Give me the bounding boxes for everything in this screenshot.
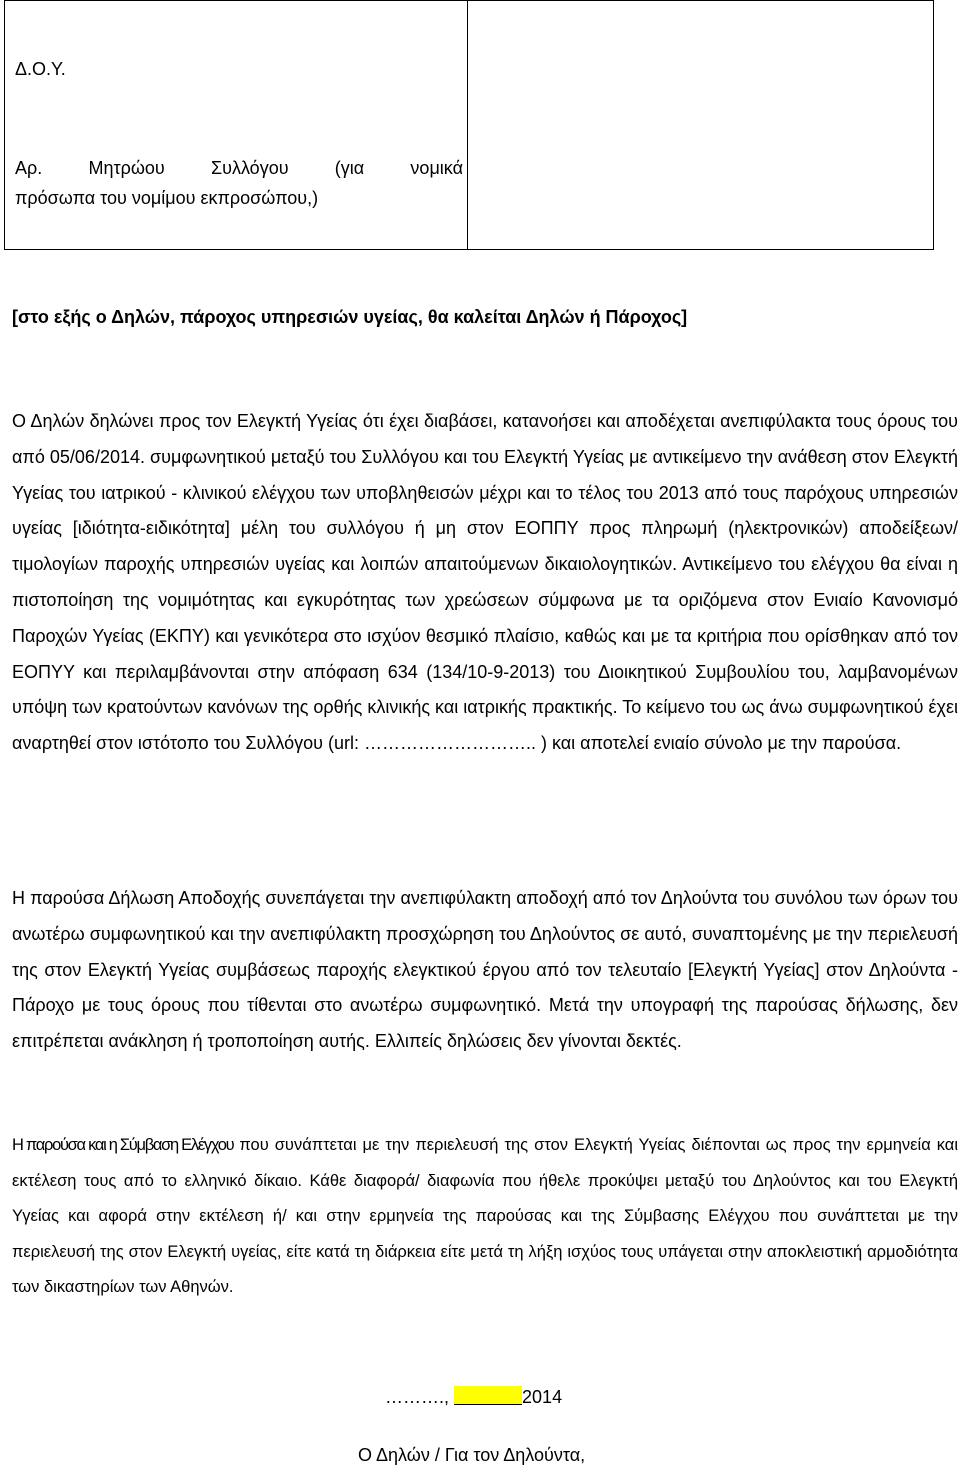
paragraph-consequences: Η παρούσα Δήλωση Αποδοχής συνεπάγεται την ανεπιφύλακτη αποδοχή από τον Δηλούντα του συνόλου των όρων του ανωτέρω συμφωνητικού και την ανεπιφύλακτη προσχώρηση του Δηλούντος σε αυτό, συναπτομένης με την περιελευσή της στον Ελεγκτή Υγείας συμβάσεως παροχής ελεγκτικού έργου από τον τελευταίο [Ελεγκτή Υγείας] στον Δηλούντα - Πάροχο με τους όρους που τίθενται στο ανωτέρω συμφωνητικό. Μετά την υπογραφή της παρούσας δήλωσης, δεν επιτρέπεται ανάκληση ή τροποποίηση αυτής. Ελλιπείς δηλώσεις δεν γίνονται δεκτές. <box>12 888 958 1052</box>
registry-number-label <box>15 153 463 213</box>
paragraph-jurisdiction-text: που συνάπτεται με την περιελευσή της στον Ελεγκτή Υγείας διέπονται ως προς την ερμηνεία και εκτέλεση τους από το ελληνικό δίκαιο. Κάθε διαφορά/ διαφωνία που ήθελε προκύψει μεταξύ του Δηλούντος και του Ελεγκτή Υγείας και αφορά στην εκτέλεση ή/ και στην ερμηνεία της παρούσας και της Σύμβασης Ελέγχου που συνάπτεται με την περιελευσή της στον Ελεγκτή υγείας, είτε κατά τη διάρκεια είτε μετά τη λήξη ισχύος τους υπάγεται στην αποκλειστική αρμοδιότητα των δικαστηρίων των Αθηνών. <box>12 1136 958 1296</box>
paragraph-jurisdiction <box>12 1128 958 1306</box>
paragraph-acceptance-end: ……………………….. ) και αποτελεί ενιαίο σύνολο με την παρούσα. <box>363 733 902 754</box>
header-left-cell <box>5 1 468 250</box>
paragraph-jurisdiction-lead: Η παρούσα και η Σύμβαση Ελέγχου <box>12 1136 234 1154</box>
doy-label: Δ.Ο.Υ. <box>15 59 66 79</box>
date-blank-highlight[interactable] <box>454 1386 522 1405</box>
signature-place: ………., <box>385 1387 450 1407</box>
bracket-note: [στο εξής ο Δηλών, πάροχος υπηρεσιών υγείας, θα καλείται Δηλών ή Πάροχος] <box>12 307 688 327</box>
signature-date <box>385 1386 562 1408</box>
signature-label: Ο Δηλών / Για τον Δηλούντα, <box>358 1445 586 1465</box>
header-right-cell[interactable] <box>468 1 934 250</box>
header-table <box>4 0 934 250</box>
paragraph-acceptance <box>12 404 958 762</box>
paragraph-acceptance-text: Ο Δηλών δηλώνει προς τον Ελεγκτή Υγείας ότι έχει διαβάσει, κατανοήσει και αποδέχεται ανεπιφύλακτα τους όρους του από 05/06/2014. συμφωνητικού μεταξύ του Συλλόγου και του Ελεγκτή Υγείας με αντικείμενο την ανάθεση στον Ελεγκτή Υγείας του ιατρικού - κλινικού ελέγχου των υποβληθεισών μέχρι και το τέλος του 2013 από τους παρόχους υπηρεσιών υγείας [ιδιότητα-ειδικότητα] μέλη του συλλόγου ή μη στον ΕΟΠΠΥ προς πληρωμή (ηλεκτρονικών) αποδείξεων/τιμολογίων παροχής υπηρεσιών υγείας και λοιπών απαιτούμενων δικαιολογητικών. Αντικείμενο του ελέγχου θα είναι η πιστοποίηση της νομιμότητας και εγκυρότητας των χρεώσεων σύμφωνα με τα οριζόμενα στον Ενιαίο Κανονισμό Παροχών Υγείας (ΕΚΠΥ) και γενικότερα στο ισχύον θεσμικό πλαίσιο, καθώς και με τα κριτήρια που ορίσθηκαν από τον ΕΟΠΥΥ και περιλαμβάνονται στην απόφαση 634 (134/10-9-2013) του Διοικητικού Συμβουλίου του, λαμβανομένων υπόψη των κρατούντων κανόνων της ορθής κλινικής και ιατρικής πρακτικής. Το κείμενο του ως άνω συμφωνητικού έχει αναρτηθεί στον ιστότοπο του Συλλόγου (url: <box>12 411 958 754</box>
registry-number-line1: Αρ. Μητρώου Συλλόγου (για νομικά <box>15 158 463 178</box>
signature-year: 2014 <box>522 1387 563 1407</box>
registry-number-line2: πρόσωπα του νομίμου εκπροσώπου,) <box>15 188 319 208</box>
